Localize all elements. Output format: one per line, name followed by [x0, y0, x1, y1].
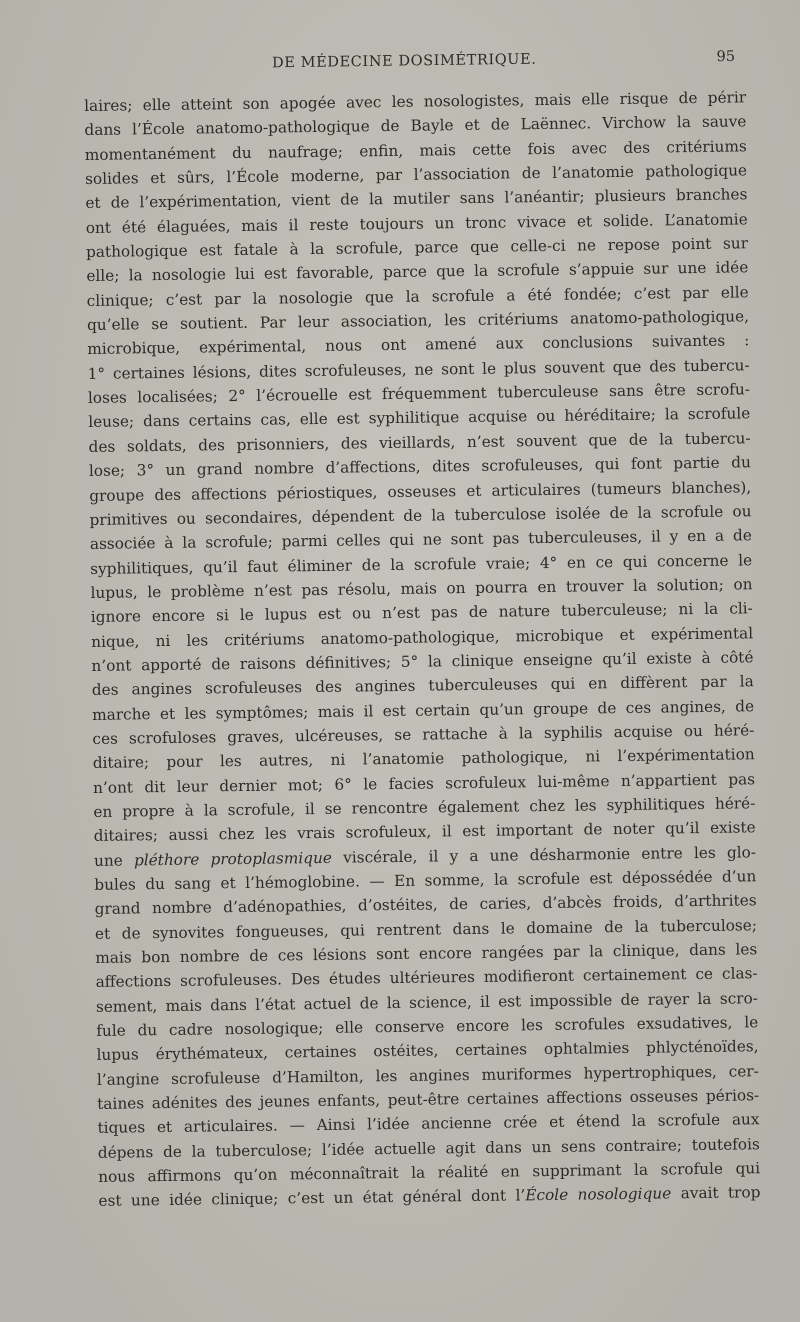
text-line: et de synovites fongueuses, qui rentrent dans le domaine de la tuberculose;: [94, 915, 758, 943]
text-line: elle; la nosologie lui est favorable, parce que la scrofule s’appuie sur une idée: [86, 258, 749, 286]
text-line: n’ont apporté de raisons définitives; 5° la clinique enseigne qu’il existe à côté: [91, 648, 754, 675]
text-line: bules du sang et l’hémoglobine. — En somme, la scrofule est dépossédée d’un: [94, 867, 757, 894]
text-line: des angines scrofuleuses des angines tuberculeuses qui en diffèrent par la: [91, 672, 754, 700]
text-line: laires; elle atteint son apogée avec les nosologistes, mais elle risque de périr: [84, 88, 747, 115]
text-line: syphilitiques, qu’il faut éliminer de la scrofule vraie; 4° en ce qui concerne le: [90, 550, 753, 578]
text-line: momentanément du naufrage; enfin, mais cette fois avec des critériums: [84, 137, 747, 164]
text-line: taines adénites des jeunes enfants, peut-être certaines affections osseuses périos-: [97, 1086, 760, 1114]
text-line: ces scrofuloses graves, ulcéreuses, se rattache à la syphilis acquise ou héré-: [92, 721, 755, 748]
italic-term: pléthore protoplasmique: [133, 848, 333, 870]
page-number: 95: [716, 48, 736, 66]
text-line: qu’elle se soutient. Par leur association, les critériums anatomo-pathologique,: [86, 307, 750, 335]
text-line: n’ont dit leur dernier mot; 6° le facies scrofuleux lui-même n’appartient pas: [92, 769, 756, 797]
text-line: marche et les symptômes; mais il est certain qu’un groupe de ces angines, de: [92, 696, 755, 724]
running-title: DE MÉDECINE DOSIMÉTRIQUE.: [271, 51, 537, 72]
text-line: dans l’École anatomo-pathologique de Bayle et de Laënnec. Virchow la sauve: [84, 112, 747, 140]
body-text: [84, 85, 761, 1213]
text-line: solides et sûrs, l’École moderne, par l’association de l’anatomie pathologique: [84, 161, 748, 189]
text-line: ditaires; aussi chez les vrais scrofuleux, il est important de noter qu’il existe: [93, 818, 756, 846]
text-line: tiques et articulaires. — Ainsi l’idée ancienne crée et étend la scrofule aux: [97, 1110, 760, 1138]
text-line: clinique; c’est par la nosologie que la scrofule a été fondée; c’est par elle: [86, 283, 749, 310]
text-line: nous affirmons qu’on méconnaîtrait la réalité en supprimant la scrofule qui: [98, 1159, 761, 1187]
running-head: [80, 49, 735, 80]
text-line: 1° certaines lésions, dites scrofuleuses, ne sont le plus souvent que des tubercu-: [87, 356, 750, 383]
text-line: leuse; dans certains cas, elle est syphilitique acquise ou héréditaire; la scrofule: [88, 404, 751, 432]
text-line: pathologique est fatale à la scrofule, parce que celle-ci ne repose point sur: [85, 234, 749, 262]
text-line: affections scrofuleuses. Des études ultérieures modifieront certainement ce clas-: [95, 964, 758, 992]
text-line: nique, ni les critériums anatomo-pathologique, microbique et expérimental: [91, 623, 754, 651]
text-line: grand nombre d’adénopathies, d’ostéites, de caries, d’abcès froids, d’arthrites: [94, 891, 757, 919]
text-line: lose; 3° un grand nombre d’affections, dites scrofuleuses, qui font partie du: [88, 453, 751, 481]
text-line: et de l’expérimentation, vient de la mutiler sans l’anéantir; plusieurs branches: [85, 185, 748, 213]
text-segment: avait trop: [671, 1183, 761, 1203]
italic-term: École nosologique: [525, 1184, 672, 1205]
text-line: mais bon nombre de ces lésions sont encore rangées par la clinique, dans les: [95, 940, 758, 967]
text-line: l’angine scrofuleuse d’Hamilton, les angines muriformes hypertrophiques, cer-: [96, 1062, 759, 1089]
text-line: ont été élaguées, mais il reste toujours un tronc vivace et solide. L’anatomie: [85, 210, 748, 237]
text-line: groupe des affections périostiques, osseuses et articulaires (tumeurs blanches),: [89, 477, 752, 505]
text-line: ditaire; pour les autres, ni l’anatomie pathologique, ni l’expérimentation: [92, 745, 755, 773]
text-line: associée à la scrofule; parmi celles qui ne sont pas tuberculeuses, il y en a de: [89, 526, 752, 554]
text-line: lupus érythémateux, certaines ostéites, certaines ophtalmies phlycténoïdes,: [96, 1037, 759, 1065]
text-segment: viscérale, il y a une désharmonie entre les glo-: [331, 842, 757, 867]
text-line: ignore encore si le lupus est ou n’est pas de nature tuberculeuse; ni la cli-: [90, 599, 753, 627]
text-line: fule du cadre nosologique; elle conserve encore les scrofules exsudatives, le: [96, 1013, 759, 1040]
text-segment: est une idée clinique; c’est un état général dont l’: [98, 1186, 526, 1211]
text-line: dépens de la tuberculose; l’idée actuelle agit dans un sens contraire; toutefois: [97, 1135, 760, 1162]
text-line: des soldats, des prisonniers, des vieillards, n’est souvent que de la tubercu-: [88, 429, 751, 456]
text-line: en propre à la scrofule, il se rencontre également chez les syphilitiques héré-: [93, 794, 756, 821]
text-line: primitives ou secondaires, dépendent de la tuberculose isolée de la scrofule ou: [89, 502, 752, 529]
text-line: sement, mais dans l’état actuel de la science, il est impossible de rayer la scro-: [95, 988, 759, 1016]
text-segment: une: [93, 851, 135, 870]
text-line: loses localisées; 2° l’écrouelle est fréquemment tuberculeuse sans être scrofu-: [87, 380, 751, 408]
text-line: lupus, le problème n’est pas résolu, mais on pourra en trouver la solution; on: [90, 575, 753, 602]
text-line: microbique, expérimental, nous ont amené aux conclusions suivantes :: [87, 331, 750, 359]
